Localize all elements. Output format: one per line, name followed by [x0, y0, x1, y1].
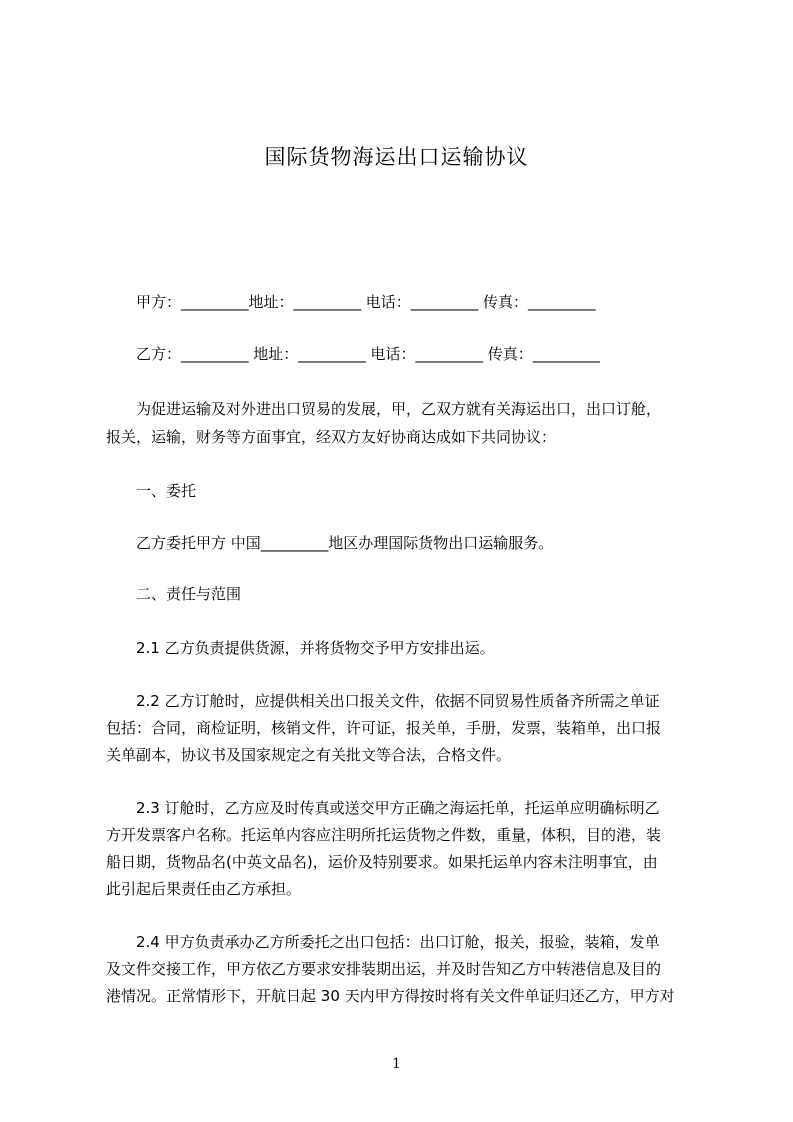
- clause-2-2-line-3: 关单副本，协议书及国家规定之有关批文等合法，合格文件。: [106, 746, 512, 764]
- clause-2-2-line-1: 2.2 乙方订舱时，应提供相关出口报关文件，依据不同贸易性质备齐所需之单证: [136, 692, 660, 710]
- clause-2-3-line-1: 2.3 订舱时，乙方应及时传真或送交甲方正确之海运托单，托运单应明确标明乙: [136, 799, 660, 817]
- clause-2-2-line-2: 包括：合同，商检证明，核销文件，许可证，报关单，手册，发票，装箱单，出口报: [106, 719, 662, 737]
- clause-2-3-line-2: 方开发票客户名称。托运单内容应注明所托运货物之件数，重量，体积，目的港，装: [106, 826, 662, 844]
- clause-2-4-line-3: 港情况。正常情形下，开航日起 30 天内甲方得按时将有关文件单证归还乙方，甲方对: [106, 987, 675, 1005]
- intro-line-2: 报关，运输，财务等方面事宜，经双方友好协商达成如下共同协议：: [106, 428, 557, 446]
- clause-2-4-line-2: 及文件交接工作，甲方依乙方要求安排装期出运，并及时告知乙方中转港信息及目的: [106, 960, 662, 978]
- clause-2-4-line-1: 2.4 甲方负责承办乙方所委托之出口包括：出口订舱，报关，报验，装箱，发单: [136, 933, 660, 951]
- intro-line-1: 为促进运输及对外进出口贸易的发展，甲，乙双方就有关海运出口，出口订舱，: [136, 400, 662, 418]
- clause-2-1: 2.1 乙方负责提供货源，并将货物交予甲方安排出运。: [136, 639, 495, 657]
- section-1-text: 乙方委托甲方 中国_________地区办理国际货物出口运输服务。: [136, 534, 554, 552]
- section-2-heading: 二、责任与范围: [136, 585, 242, 603]
- clause-2-3-line-4: 此引起后果责任由乙方承担。: [106, 880, 302, 898]
- document-title: 国际货物海运出口运输协议: [264, 145, 529, 169]
- section-1-heading: 一、委托: [136, 482, 197, 500]
- party-a-line: 甲方：_________地址：_________ 电话：_________ 传真：_________: [136, 293, 596, 311]
- party-b-line: 乙方：_________ 地址：_________ 电话：_________ 传真：_________: [136, 345, 601, 363]
- clause-2-3-line-3: 船日期，货物品名(中英文品名)，运价及特别要求。如果托运单内容未注明事宜，由: [106, 853, 658, 871]
- page-number: 1: [392, 1056, 401, 1072]
